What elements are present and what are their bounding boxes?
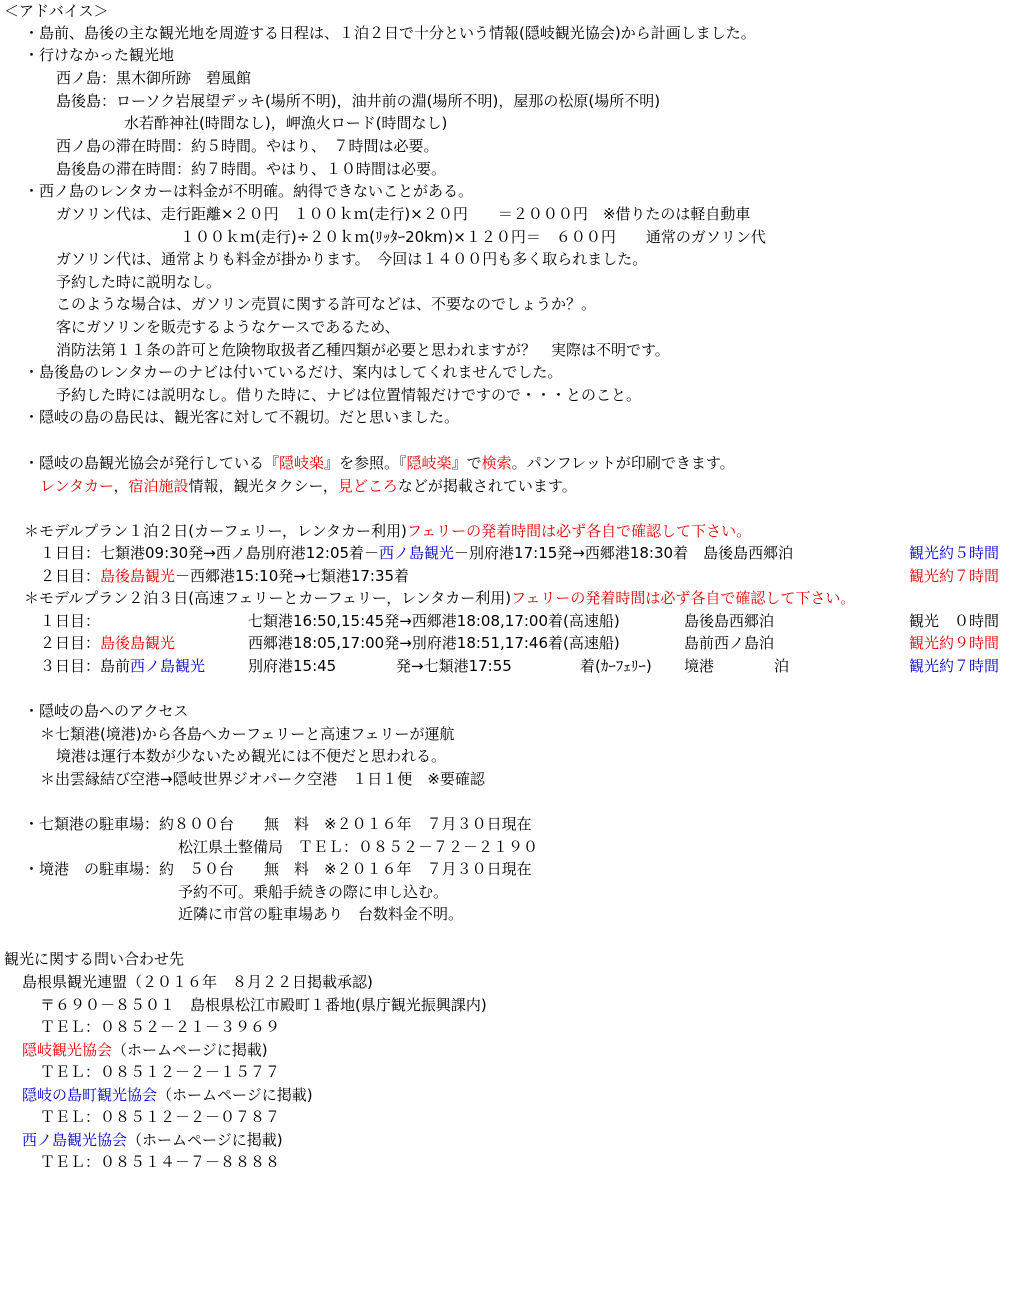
access-line: ＊七類港(境港)から各島へカーフェリーと高速フェリーが運航 — [40, 725, 455, 743]
advice-line: 島後島：ローソク岩展望デッキ(場所不明)，油井前の淵(場所不明)，屋那の松原(場所不明) — [56, 92, 661, 110]
plan2-day2-route: 西郷港18:05,17:00発→別府港18:51,17:46着(高速船) — [248, 634, 620, 652]
pamphlet-line: レンタカー，宿泊施設情報，観光タクシー，見どころなどが掲載されています。 — [40, 477, 577, 495]
parking-line: 近隣に市営の駐車場あり 台数料金不明。 — [178, 905, 464, 923]
plan2-day2-stay: 島前西ノ島泊 — [684, 634, 775, 652]
okinoshima-kanko-link[interactable]: 隠岐の島町観光協会 — [22, 1086, 158, 1104]
plan1-day2-hours: 観光約７時間 — [909, 567, 1000, 585]
plan1-day1-hours: 観光約５時間 — [909, 544, 1000, 562]
advice-line: ガソリン代は、通常よりも料金が掛かります。 今回は１４００円も多く取られました。 — [56, 250, 648, 268]
advice-line: ・西ノ島のレンタカーは料金が不明確。納得できないことがある。 — [24, 182, 474, 200]
advice-line: ガソリン代は、走行距離×２０円 １００ｋｍ(走行)×２０円 ＝２０００円 ※借りたのは軽自動車 — [56, 205, 751, 223]
plan2-day3-route: 発→七類港17:55 — [396, 657, 512, 675]
access-line: ＊出雲縁結び空港→隠岐世界ジオパーク空港 １日１便 ※要確認 — [40, 770, 485, 788]
plan2-day3-stay: 境港 — [684, 657, 715, 675]
advice-line: １００ｋｍ(走行)÷２０ｋｍ(ﾘｯﾀｰ20km)×１２０円＝ ６００円 通常のガソリン代 — [180, 228, 766, 246]
advice-line: 予約した時には説明なし。借りた時に、ナビは位置情報だけですので・・・とのこと。 — [56, 386, 642, 404]
advice-line: 消防法第１１条の許可と危険物取扱者乙種四類が必要と思われますが？ 実際は不明です。 — [56, 341, 670, 359]
okiraku-link: 隠岐楽 — [406, 454, 452, 472]
contact-address: 〒６９０－８５０１ 島根県松江市殿町１番地(県庁観光振興課内) — [40, 996, 487, 1014]
plan2-title: ＊モデルプラン２泊３日(高速フェリーとカーフェリー，レンタカー利用)フェリーの発着時間は必ず各自で確認して下さい。 — [24, 589, 856, 607]
access-title: ・隠岐の島へのアクセス — [24, 702, 189, 720]
advice-line: 西ノ島：黒木御所跡 碧風館 — [56, 69, 252, 87]
contact-org: 島根県観光連盟（２０１６年 ８月２２日掲載承認) — [22, 973, 373, 991]
advice-line: 島後島の滞在時間：約７時間。やはり、１０時間は必要。 — [56, 160, 447, 178]
advice-line: ・島後島のレンタカーのナビは付いているだけ、案内はしてくれませんでした。 — [24, 363, 563, 381]
parking-line: 松江県土整備局 ＴＥＬ：０８５２－７２－２１９０ — [178, 838, 539, 856]
advice-line: 客にガソリンを販売するようなケースであるため、 — [56, 318, 400, 336]
plan1-day2: ２日目：島後島観光－西郷港15:10発→七類港17:35着 — [40, 567, 410, 585]
contact-tel: ＴＥＬ：０８５１４－７－８８８８ — [40, 1153, 281, 1171]
pamphlet-line: ・隠岐の島観光協会が発行している『隠岐楽』を参照。『隠岐楽』で検索。パンフレットが印刷できます。 — [24, 454, 735, 472]
plan2-day3-label: ３日目：島前西ノ島観光 — [40, 657, 206, 675]
okiraku-link: 隠岐楽 — [279, 454, 325, 472]
plan2-day2-label: ２日目：島後島観光 — [40, 634, 176, 652]
plan2-day3-port: 別府港15:45 — [248, 657, 337, 675]
nishinoshima-kanko-link[interactable]: 西ノ島観光協会 — [22, 1131, 128, 1149]
plan2-day1-label: １日目： — [40, 612, 101, 630]
advice-line: ・隠岐の島の島民は、観光客に対して不親切。だと思いました。 — [24, 408, 460, 426]
advice-line: ・島前、島後の主な観光地を周遊する日程は、１泊２日で十分という情報(隠岐観光協会)から計画しました。 — [24, 24, 756, 42]
plan2-day1-hours: 観光 ０時間 — [909, 612, 1000, 630]
contacts-title: 観光に関する問い合わせ先 — [4, 950, 185, 968]
plan2-day3-ferry: 着(ｶｰﾌｪﾘｰ) — [580, 657, 652, 675]
advice-heading: ＜アドバイス＞ — [4, 2, 109, 20]
search-text: 検索 — [481, 454, 512, 472]
parking-line: ・境港 の駐車場：約 ５０台 無 料 ※２０１６年 ７月３０日現在 — [24, 860, 532, 878]
advice-line: 水若酢神社(時間なし)，岬漁火ロード(時間なし) — [124, 114, 448, 132]
contact-org: 西ノ島観光協会（ホームページに掲載) — [22, 1131, 283, 1149]
plan2-day3-hours: 観光約７時間 — [909, 657, 1000, 675]
plan1-day1: １日目：七類港09:30発→西ノ島別府港12:05着－西ノ島観光－別府港17:15発→西郷港18:30着 島後島西郷泊 — [40, 544, 794, 562]
advice-line: 西ノ島の滞在時間：約５時間。やはり、 ７時間は必要。 — [56, 137, 439, 155]
plan2-day3-stay-suffix: 泊 — [774, 657, 790, 675]
contact-tel: ＴＥＬ：０８５１２－２－１５７７ — [40, 1063, 281, 1081]
access-line: 境港は運行本数が少ないため観光には不便だと思われる。 — [56, 747, 447, 765]
advice-line: 予約した時に説明なし。 — [56, 273, 222, 291]
advice-line: ・行けなかった観光地 — [24, 46, 175, 64]
plan1-title: ＊モデルプラン１泊２日(カーフェリー，レンタカー利用)フェリーの発着時間は必ず各自で確認して下さい。 — [24, 522, 752, 540]
parking-line: ・七類港の駐車場：約８００台 無 料 ※２０１６年 ７月３０日現在 — [24, 815, 532, 833]
oki-kanko-link[interactable]: 隠岐観光協会 — [22, 1041, 113, 1059]
advice-line: このような場合は、ガソリン売買に関する許可などは、不要なのでしょうか？。 — [56, 295, 597, 313]
plan2-day1-stay: 島後島西郷泊 — [684, 612, 775, 630]
plan2-day2-hours: 観光約９時間 — [909, 634, 1000, 652]
parking-line: 予約不可。乗船手続きの際に申し込む。 — [178, 883, 449, 901]
contact-tel: ＴＥＬ：０８５２－２１－３９６９ — [40, 1018, 281, 1036]
contact-org: 隠岐の島町観光協会（ホームページに掲載) — [22, 1086, 313, 1104]
plan2-day1-route: 七類港16:50,15:45発→西郷港18:08,17:00着(高速船) — [248, 612, 620, 630]
contact-org: 隠岐観光協会（ホームページに掲載) — [22, 1041, 268, 1059]
contact-tel: ＴＥＬ：０８５１２－２－０７８７ — [40, 1108, 281, 1126]
